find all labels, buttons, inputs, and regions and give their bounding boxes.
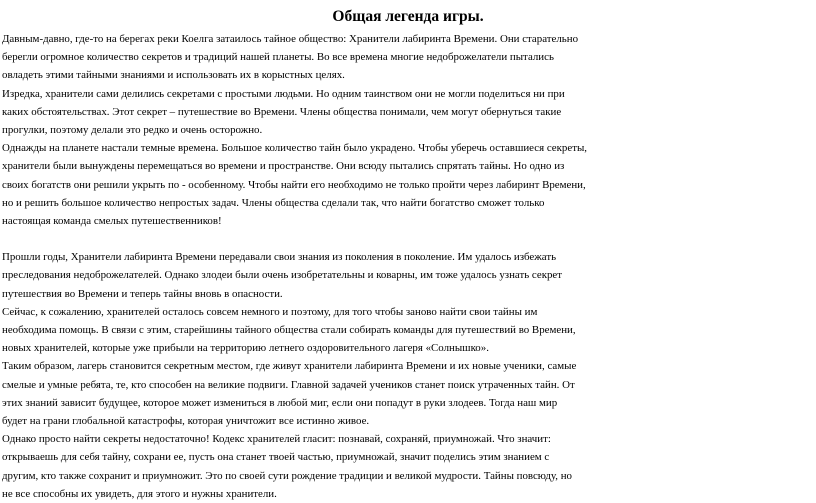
text-line: каких обстоятельствах. Этот секрет – путешествие во Времени. Члены общества понимали, чем могут обернуться такие bbox=[2, 105, 562, 118]
text-line: Однажды на планете настали темные времена. Большое количество тайн было украдено. Чтобы уберечь оставшиеся секреты, bbox=[2, 142, 587, 155]
text-line: Однако просто найти секреты недостаточно! Кодекс хранителей гласит: познавай, сохраняй, приумножай. Что значит: bbox=[2, 433, 551, 446]
document-body bbox=[2, 30, 814, 503]
text-line: Давным-давно, где-то на берегах реки Коелга затаилось тайное общество: Хранители лабиринта Времени. Они старательно bbox=[2, 33, 579, 45]
text-line: прогулки, поэтому делали это редко и очень осторожно. bbox=[2, 123, 263, 136]
text-line: преследования недоброжелателей. Однако злодеи были очень изобретательны и коварны, им тоже удалось узнать секрет bbox=[2, 269, 563, 282]
text-line: не все способны их увидеть, для этого и нужны хранители. bbox=[2, 487, 277, 500]
text-line: необходима помощь. В связи с этим, старейшины тайного общества стали собирать команды для путешествий во Времени, bbox=[2, 324, 576, 336]
text-line: настоящая команда смелых путешественников! bbox=[2, 214, 222, 227]
text-line: Сейчас, к сожалению, хранителей осталось совсем немного и поэтому, для того чтобы заново найти свои тайны им bbox=[2, 305, 538, 318]
text-line: своих богатств они решили укрыть по - особенному. Чтобы найти его необходимо не только пройти через лабиринт Времени, bbox=[2, 178, 586, 191]
text-line: смелые и умные ребята, те, кто способен на великие подвиги. Главной задачей учеников станет поиск утраченных тайн. От bbox=[2, 378, 575, 391]
text-line: Изредка, хранители сами делились секретами с простыми людьми. Но одним таинством они не могли поделиться ни при bbox=[2, 87, 565, 100]
text-line: новых хранителей, которые уже прибыли на территорию летнего оздоровительного лагеря «Солнышко». bbox=[2, 342, 489, 355]
text-line: Прошли годы, Хранители лабиринта Времени передавали свои знания из поколения в поколение. Им удалось избежать bbox=[2, 251, 557, 264]
text-line: путешествия во Времени и теперь тайны вновь в опасности. bbox=[2, 287, 283, 300]
text-line: Таким образом, лагерь становится секретным местом, где живут хранители лабиринта Времени и их новые ученики, самые bbox=[2, 360, 577, 373]
text-line: этих знаний зависит будущее, которое может измениться в любой миг, если они попадут в руки злодеев. Тогда наш мир bbox=[2, 396, 558, 409]
document-title: Общая легенда игры. bbox=[332, 8, 484, 25]
blank-line bbox=[2, 230, 814, 248]
text-line: овладеть этими тайными знаниями и использовать их в корыстных целях. bbox=[2, 69, 345, 82]
text-line: другим, кто также сохранит и приумножит. Это по своей сути рождение традиции и великой мудрости. Тайны повсюду, но bbox=[2, 469, 572, 482]
text-line: хранители были вынуждены перемещаться во времени и пространстве. Они всюду пытались спрятать тайны. Но одно из bbox=[2, 160, 565, 173]
text-line: открываешь для себя тайну, сохрани ее, пусть она станет твоей частью, приумножай, значит поделись этим знанием с bbox=[2, 451, 550, 464]
text-line: будет на грани глобальной катастрофы, которая уничтожит все истинно живое. bbox=[2, 414, 370, 427]
text-line: берегли огромное количество секретов и традиций нашей планеты. Во все времена многие недоброжелатели пытались bbox=[2, 51, 554, 64]
text-line: но и решить большое количество непростых задач. Члены общества сделали так, что найти богатство сможет только bbox=[2, 196, 545, 209]
